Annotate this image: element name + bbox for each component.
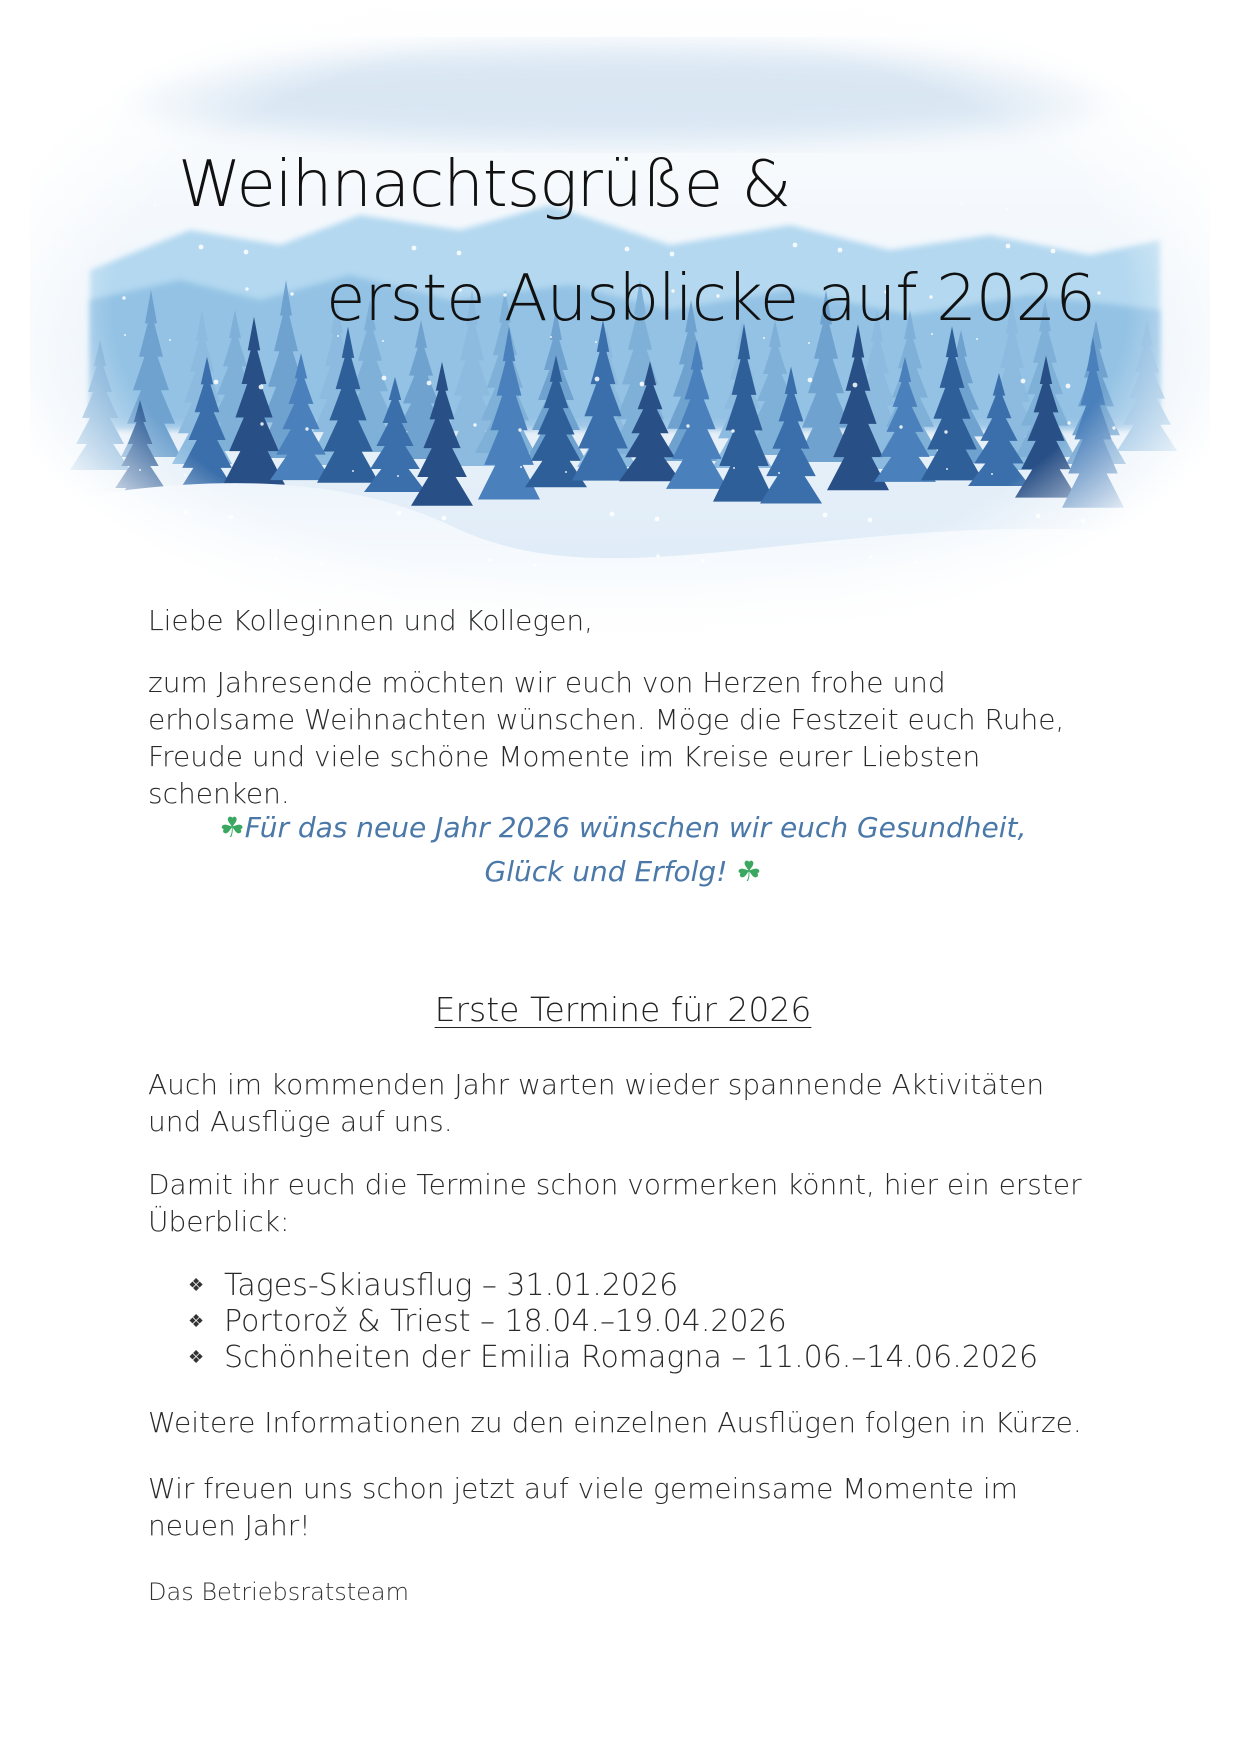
diamond-bullet-icon: ❖	[188, 1275, 205, 1296]
list-item	[188, 1268, 1038, 1304]
four-leaf-clover-icon: ☘	[736, 855, 762, 888]
four-leaf-clover-icon: ☘	[219, 811, 245, 844]
list-item	[188, 1340, 1038, 1376]
winter-landscape-banner	[30, 0, 1210, 640]
closing-paragraph: Wir freuen uns schon jetzt auf viele gemeinsame Momente im neuen Jahr!	[148, 1472, 1018, 1542]
wish-line-2	[148, 850, 1098, 894]
date-item-text: Portorož & Triest – 18.04.–19.04.2026	[224, 1304, 787, 1339]
wish-line-1-text: Für das neue Jahr 2026 wünschen wir euch Gesundheit,	[244, 811, 1027, 844]
new-year-wish	[148, 806, 1098, 894]
dates-list	[188, 1268, 1038, 1376]
title-line-2: erste Ausblicke auf 2026	[326, 262, 1095, 336]
overview-paragraph: Damit ihr euch die Termine schon vormerken könnt, hier ein erster Überblick:	[148, 1168, 1082, 1238]
wish-line-1	[148, 806, 1098, 850]
section-heading: Erste Termine für 2026	[434, 990, 812, 1029]
greeting: Liebe Kolleginnen und Kollegen,	[148, 604, 594, 637]
diamond-bullet-icon: ❖	[188, 1347, 205, 1368]
diamond-bullet-icon: ❖	[188, 1311, 205, 1332]
signature: Das Betriebsratsteam	[148, 1578, 409, 1606]
date-item-text: Tages-Skiausflug – 31.01.2026	[224, 1268, 679, 1303]
intro-paragraph: zum Jahresende möchten wir euch von Herzen frohe und erholsame Weihnachten wünschen. Möge die Festzeit euch Ruhe, Freude und viele schöne Momente im Kreise eurer Liebsten schenken.	[148, 666, 1065, 810]
wish-line-2-text: Glück und Erfolg!	[484, 855, 728, 888]
date-item-text: Schönheiten der Emilia Romagna – 11.06.–14.06.2026	[224, 1340, 1039, 1375]
activities-paragraph: Auch im kommenden Jahr warten wieder spannende Aktivitäten und Ausflüge auf uns.	[148, 1068, 1045, 1138]
info-paragraph: Weitere Informationen zu den einzelnen Ausflügen folgen in Kürze.	[148, 1406, 1082, 1439]
title-line-1: Weihnachtsgrüße &	[178, 148, 791, 222]
list-item	[188, 1304, 1038, 1340]
